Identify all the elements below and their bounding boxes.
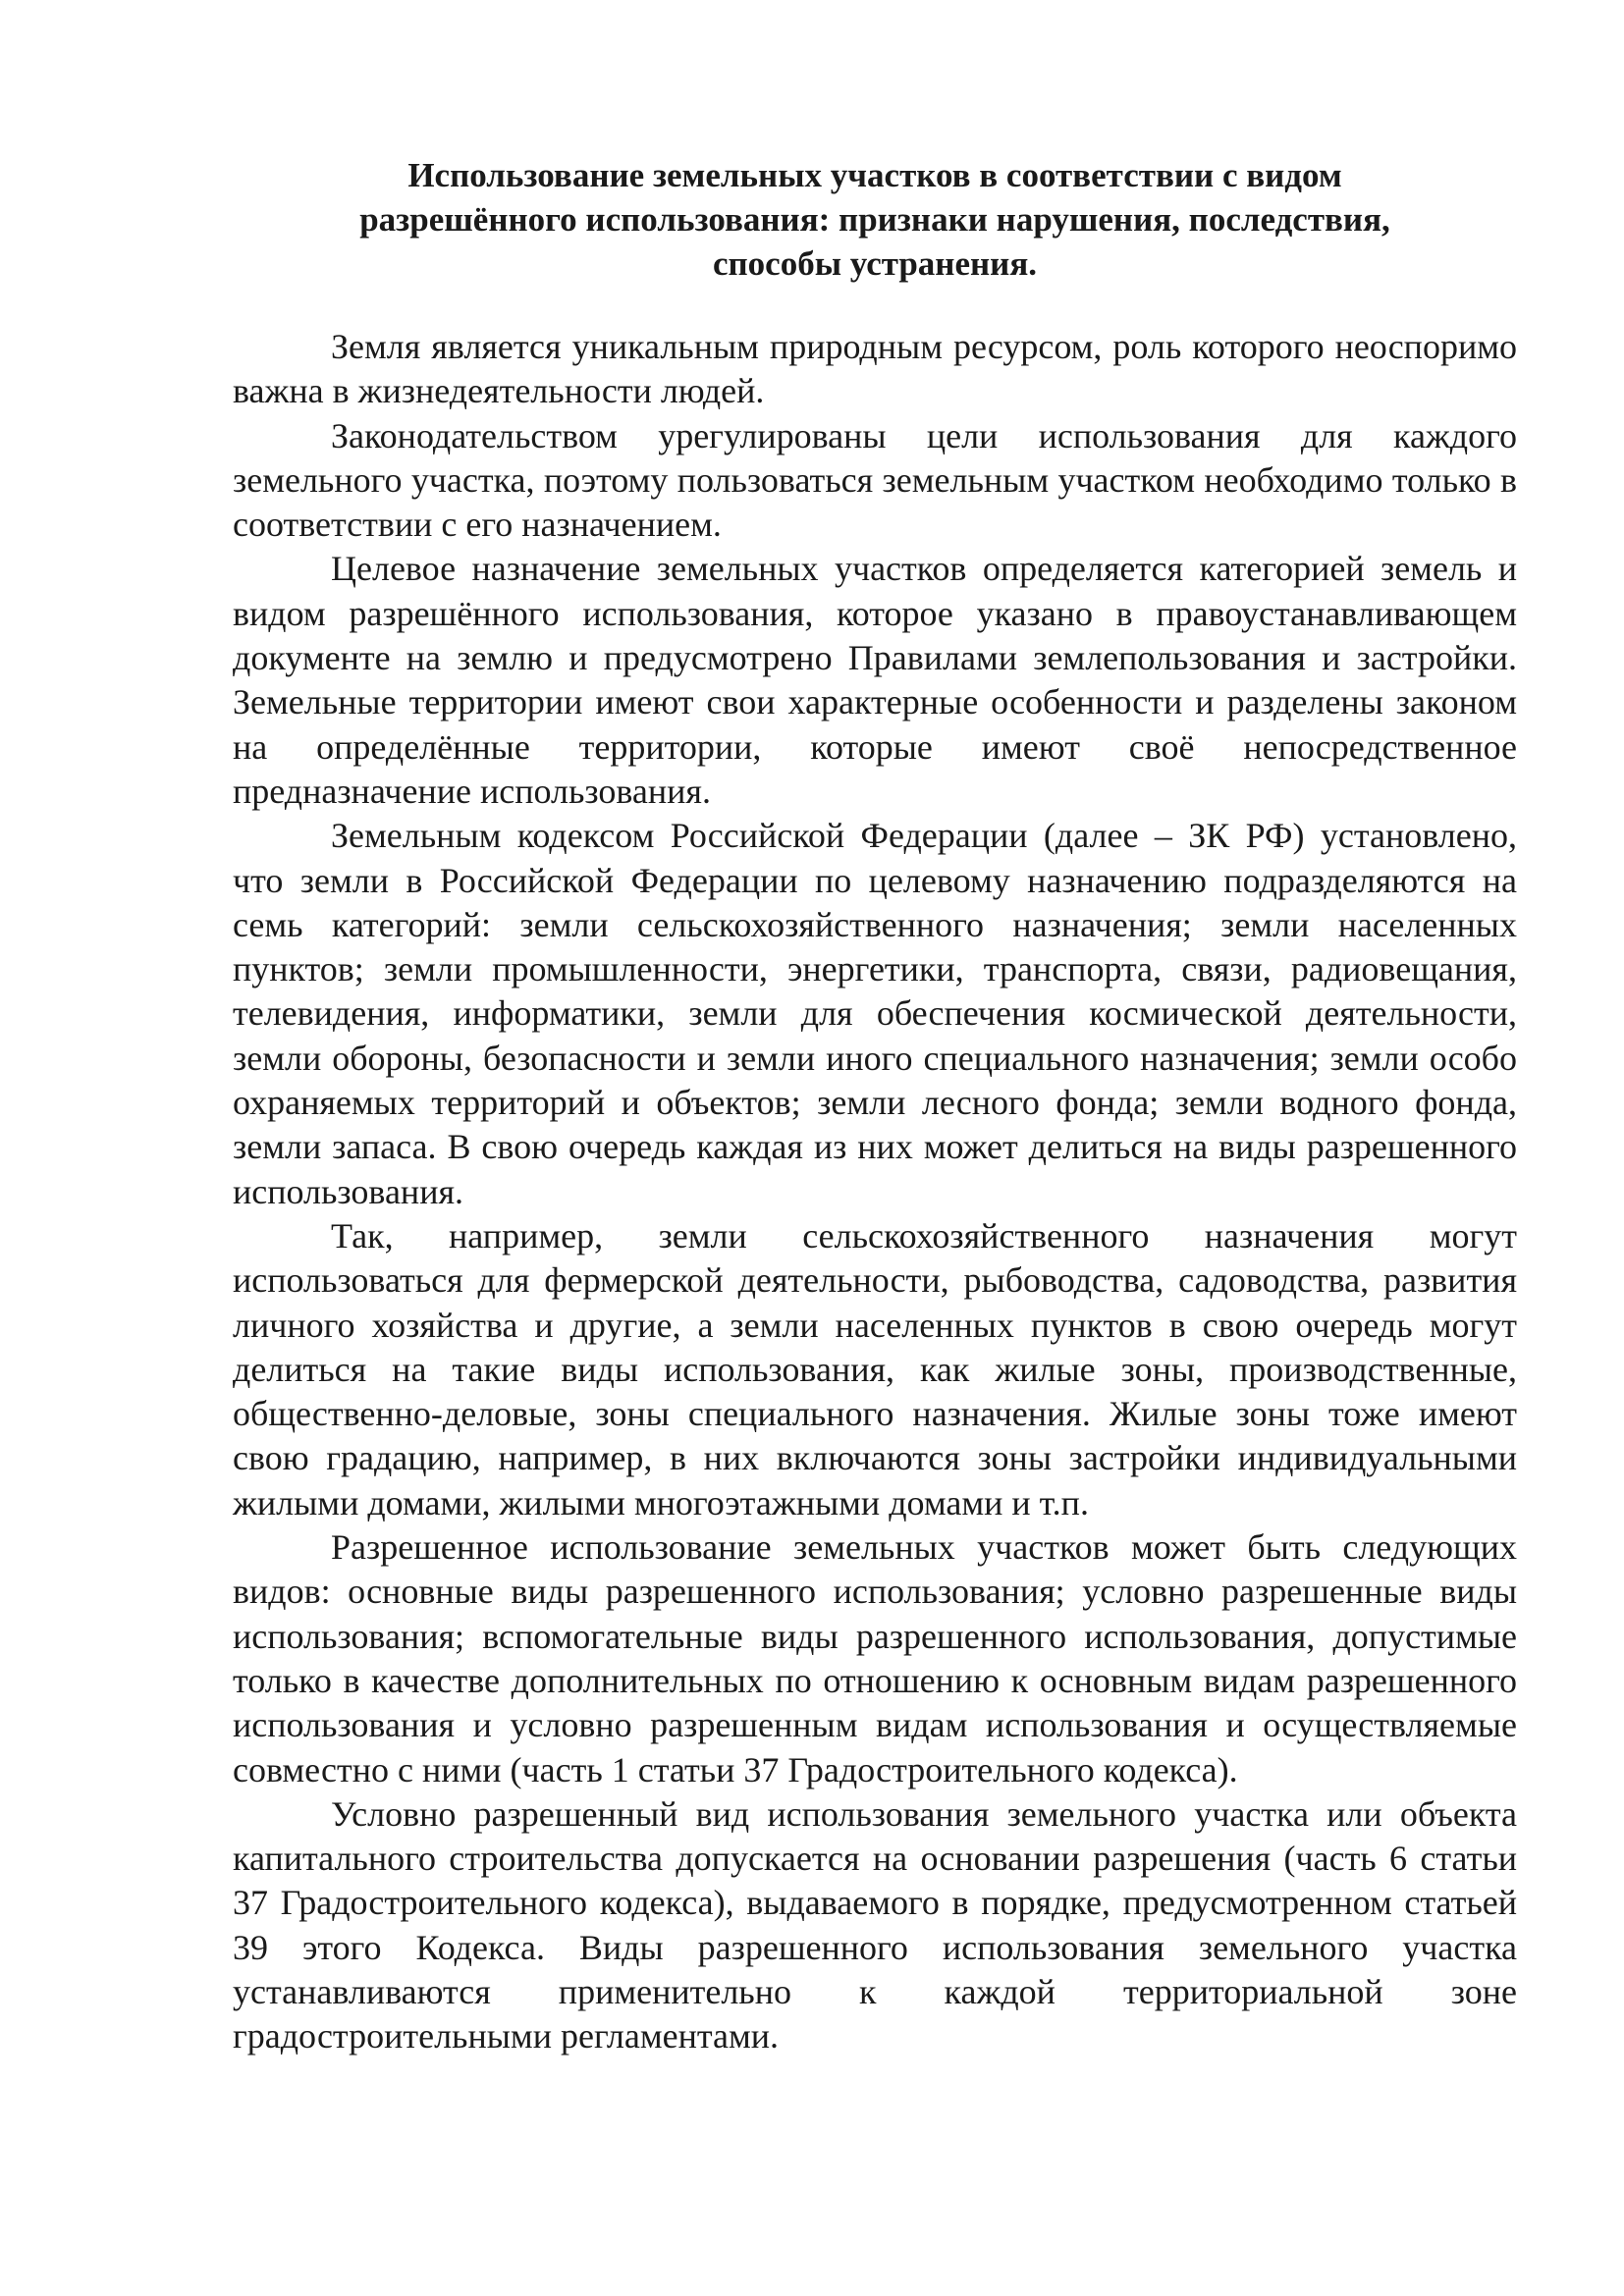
paragraph-conditional-use: Условно разрешенный вид использования земельного участка или объекта капитального строительства допускается на основании разрешения (часть 6 статьи 37 Градостроительного кодекса), выдаваемого в порядке, предусмотренном статьей 39 этого Кодекса. Виды разрешенного использования земельного участка устанавливаются применительно к каждой территориальной зоне градостроительными регламентами. [233, 1793, 1517, 2056]
title-line-1: Использование земельных участков в соответствии с видом [407, 156, 1342, 194]
paragraph-legislation: Законодательством урегулированы цели использования для каждого земельного участка, поэтому пользоваться земельным участком необходимо только в соответствии с его назначением. [233, 415, 1517, 545]
paragraph-permitted-use-types: Разрешенное использование земельных участков может быть следующих видов: основные виды разрешенного использования; условно разрешенные виды использования; вспомогательные виды разрешенного использования, допустимые только в качестве дополнительных по отношению к основным видам разрешенного использования и условно разрешенным видам использования и осуществляемые совместно с ними (часть 1 статьи 37 Градостроительного кодекса). [233, 1527, 1517, 1789]
paragraph-purpose: Целевое назначение земельных участков определяется категорией земель и видом разрешённого использования, которое указано в правоустанавливающем документе на землю и предусмотрено Правилами землепользования и застройки. Земельные территории имеют свои характерные особенности и разделены законом на определённые территории, которые имеют своё непосредственное предназначение использования. [233, 549, 1517, 811]
paragraph-land-categories: Земельным кодексом Российской Федерации (далее – ЗК РФ) установлено, что земли в Российской Федерации по целевому назначению подразделяются на семь категорий: земли сельскохозяйственного назначения; земли населенных пунктов; земли промышленности, энергетики, транспорта, связи, радиовещания, телевидения, информатики, земли для обеспечения космической деятельности, земли обороны, безопасности и земли иного специального назначения; земли особо охраняемых территорий и объектов; земли лесного фонда; земли водного фонда, земли запаса. В свою очередь каждая из них может делиться на виды разрешенного использования. [233, 816, 1517, 1211]
paragraph-land-resource: Земля является уникальным природным ресурсом, роль которого неоспоримо важна в жизнедеятельности людей. [233, 327, 1517, 411]
document-title [233, 153, 1517, 286]
document-page [233, 153, 1517, 2059]
paragraph-examples: Так, например, земли сельскохозяйственного назначения могут использоваться для фермерской деятельности, рыбоводства, садоводства, развития личного хозяйства и другие, а земли населенных пунктов в свою очередь могут делиться на такие виды использования, как жилые зоны, производственные, общественно-деловые, зоны специального назначения. Жилые зоны тоже имеют свою градацию, например, в них включаются зоны застройки индивидуальными жилыми домами, жилыми многоэтажными домами и т.п. [233, 1215, 1517, 1522]
title-line-2: разрешённого использования: признаки нарушения, последствия, [359, 200, 1390, 239]
title-line-3: способы устранения. [712, 244, 1038, 283]
